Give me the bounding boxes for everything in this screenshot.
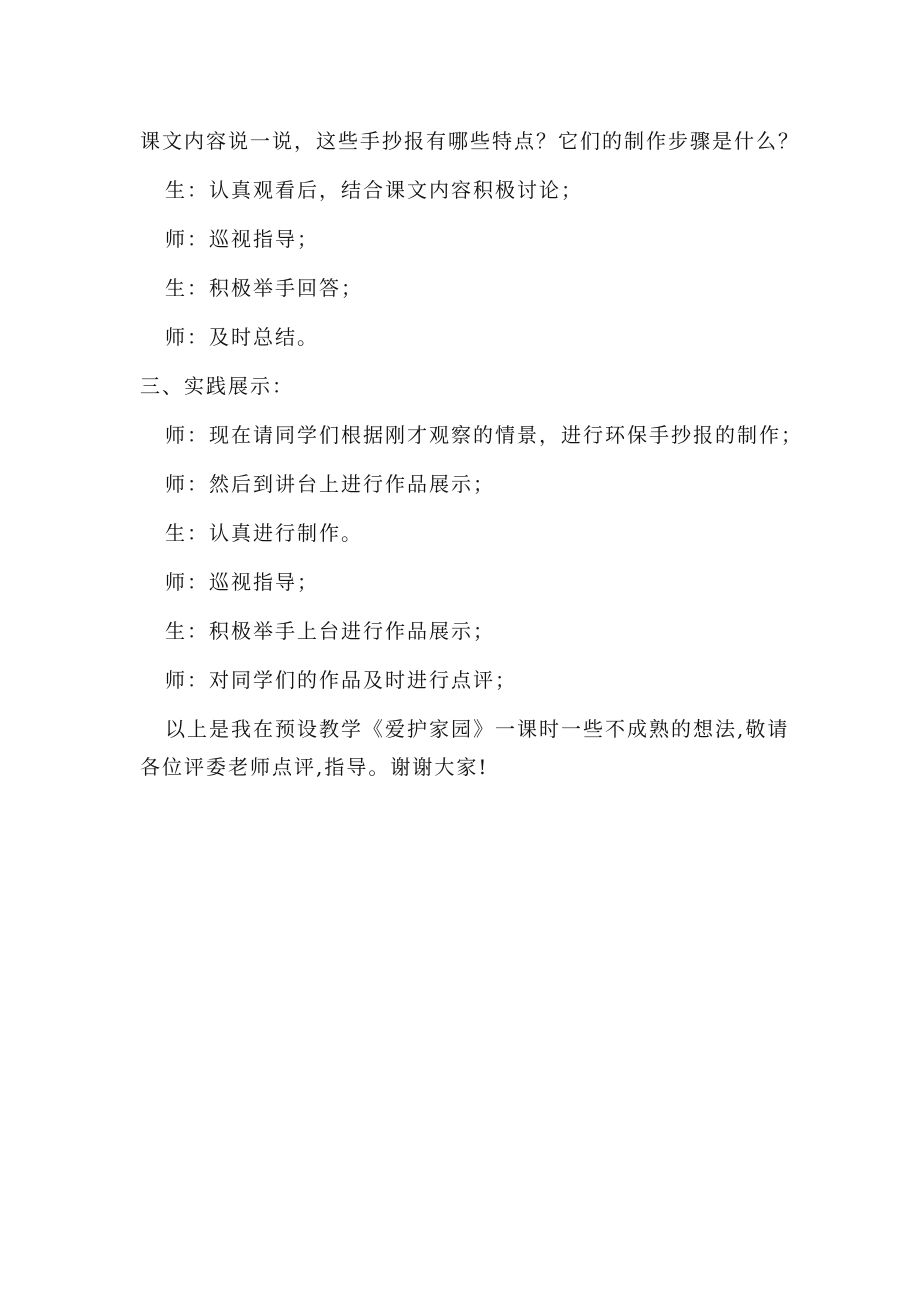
text-line: 生：积极举手上台进行作品展示；	[165, 619, 495, 643]
text-line: 生：认真进行制作。	[165, 521, 363, 545]
text-line: 课文内容说一说，这些手抄报有哪些特点？它们的制作步骤是什么？	[140, 129, 800, 153]
text-line: 师：对同学们的作品及时进行点评；	[165, 668, 517, 692]
text-line: 师：及时总结。	[165, 325, 319, 349]
text-line: 师：现在请同学们根据刚才观察的情景，进行环保手抄报的制作；	[165, 423, 803, 447]
closing-paragraph: 以上是我在预设教学《爱护家园》一课时一些不成熟的想法,敬请各位评委老师点评,指导。谢谢大家!	[140, 717, 790, 779]
document-body	[140, 117, 810, 786]
text-line: 师：然后到讲台上进行作品展示；	[165, 472, 495, 496]
text-line: 师：巡视指导；	[165, 227, 319, 251]
text-line: 生：认真观看后，结合课文内容积极讨论；	[165, 178, 583, 202]
text-line: 师：巡视指导；	[165, 570, 319, 594]
section-heading: 三、实践展示：	[140, 374, 294, 398]
text-line: 生：积极举手回答；	[165, 276, 363, 300]
